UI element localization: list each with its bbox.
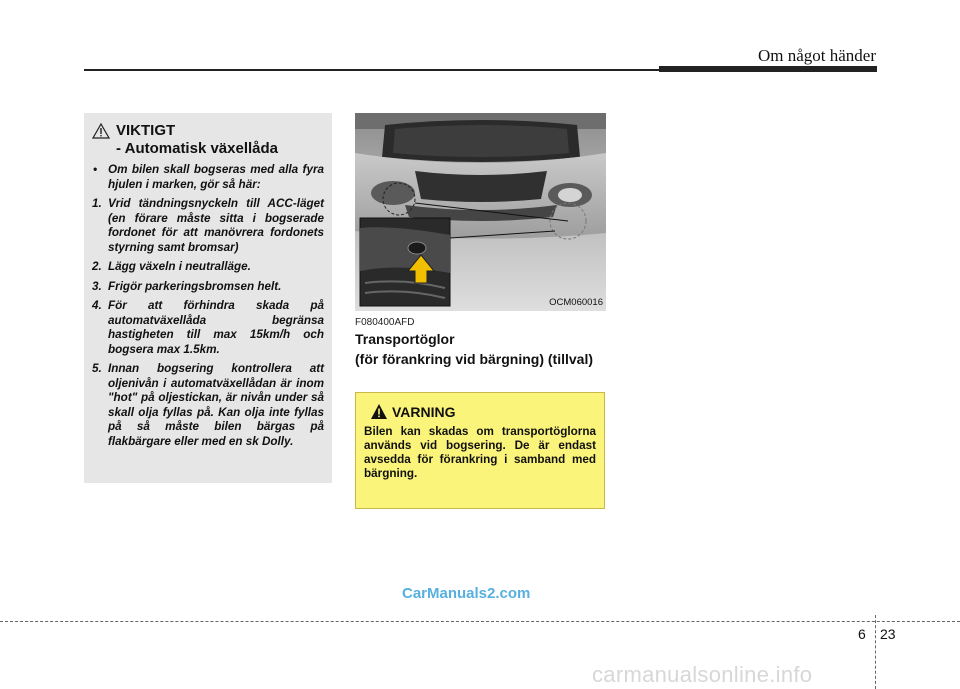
item-text: För att förhindra skada på automatväxellåda begränsa hastigheten till max 15km/h och bogsera max 1.5km. [108, 299, 324, 356]
towing-hook-photo [355, 113, 606, 311]
footer-rule [0, 621, 960, 622]
viktigt-heading [92, 123, 324, 139]
watermark-bottom: carmanualsonline.info [592, 662, 813, 687]
item-marker: 4. [92, 299, 102, 312]
warning-icon [370, 403, 388, 420]
item-text: Frigör parkeringsbromsen helt. [108, 279, 282, 293]
viktigt-box [84, 113, 332, 483]
section-subtitle: (för förankring vid bärgning) (tillval) [355, 351, 593, 367]
item-text: Lägg växeln i neutralläge. [108, 260, 251, 273]
item-text: Om bilen skall bogseras med alla fyra hjulen i marken, gör så här: [108, 163, 324, 191]
varning-text: Bilen kan skadas om transportöglorna används vid bogsering. De är endast avsedda för förankring i samband med bärgning. [364, 425, 596, 480]
header-rule [84, 69, 659, 71]
varning-heading [364, 403, 596, 423]
watermark-top: CarManuals2.com [402, 585, 531, 602]
item-text: Innan bogsering kontrollera att oljenivån i automatväxellådan är inom "hot" på oljestickan, är nivån under så skall olja fyllas på. Kan olja inte fyllas på så måste bilen bärgas på flakbärgare eller med en sk Dolly. [108, 362, 324, 448]
header-rule-thick [659, 66, 877, 72]
chapter-number: 6 [858, 626, 866, 642]
page-number: 23 [880, 626, 896, 642]
item-text: Vrid tändningsnyckeln till ACC-läget (en förare måste sitta i bogserade fordonet för att manövrera fordonets styrning samt bromsar) [108, 197, 324, 254]
viktigt-item [92, 280, 324, 295]
viktigt-item [92, 260, 324, 275]
varning-title: VARNING [392, 404, 456, 420]
car-front-illustration [355, 113, 606, 311]
footer-divider [875, 615, 876, 689]
item-marker: 3. [92, 279, 102, 293]
viktigt-item [92, 197, 324, 255]
item-marker: • [93, 163, 98, 176]
item-marker: 1. [92, 197, 102, 210]
viktigt-item [92, 163, 324, 192]
item-marker: 5. [92, 362, 102, 375]
item-marker: 2. [92, 260, 102, 273]
viktigt-item [92, 299, 324, 357]
section-title: Transportöglor [355, 331, 455, 347]
varning-box [355, 392, 605, 509]
viktigt-subtitle: - Automatisk växellåda [116, 140, 279, 157]
header-title: Om något händer [757, 46, 876, 65]
section-code: F080400AFD [355, 317, 415, 328]
viktigt-title: VIKTIGT [116, 122, 176, 139]
viktigt-item [92, 362, 324, 449]
figure-label: OCM060016 [549, 297, 603, 308]
caution-icon [92, 123, 110, 139]
